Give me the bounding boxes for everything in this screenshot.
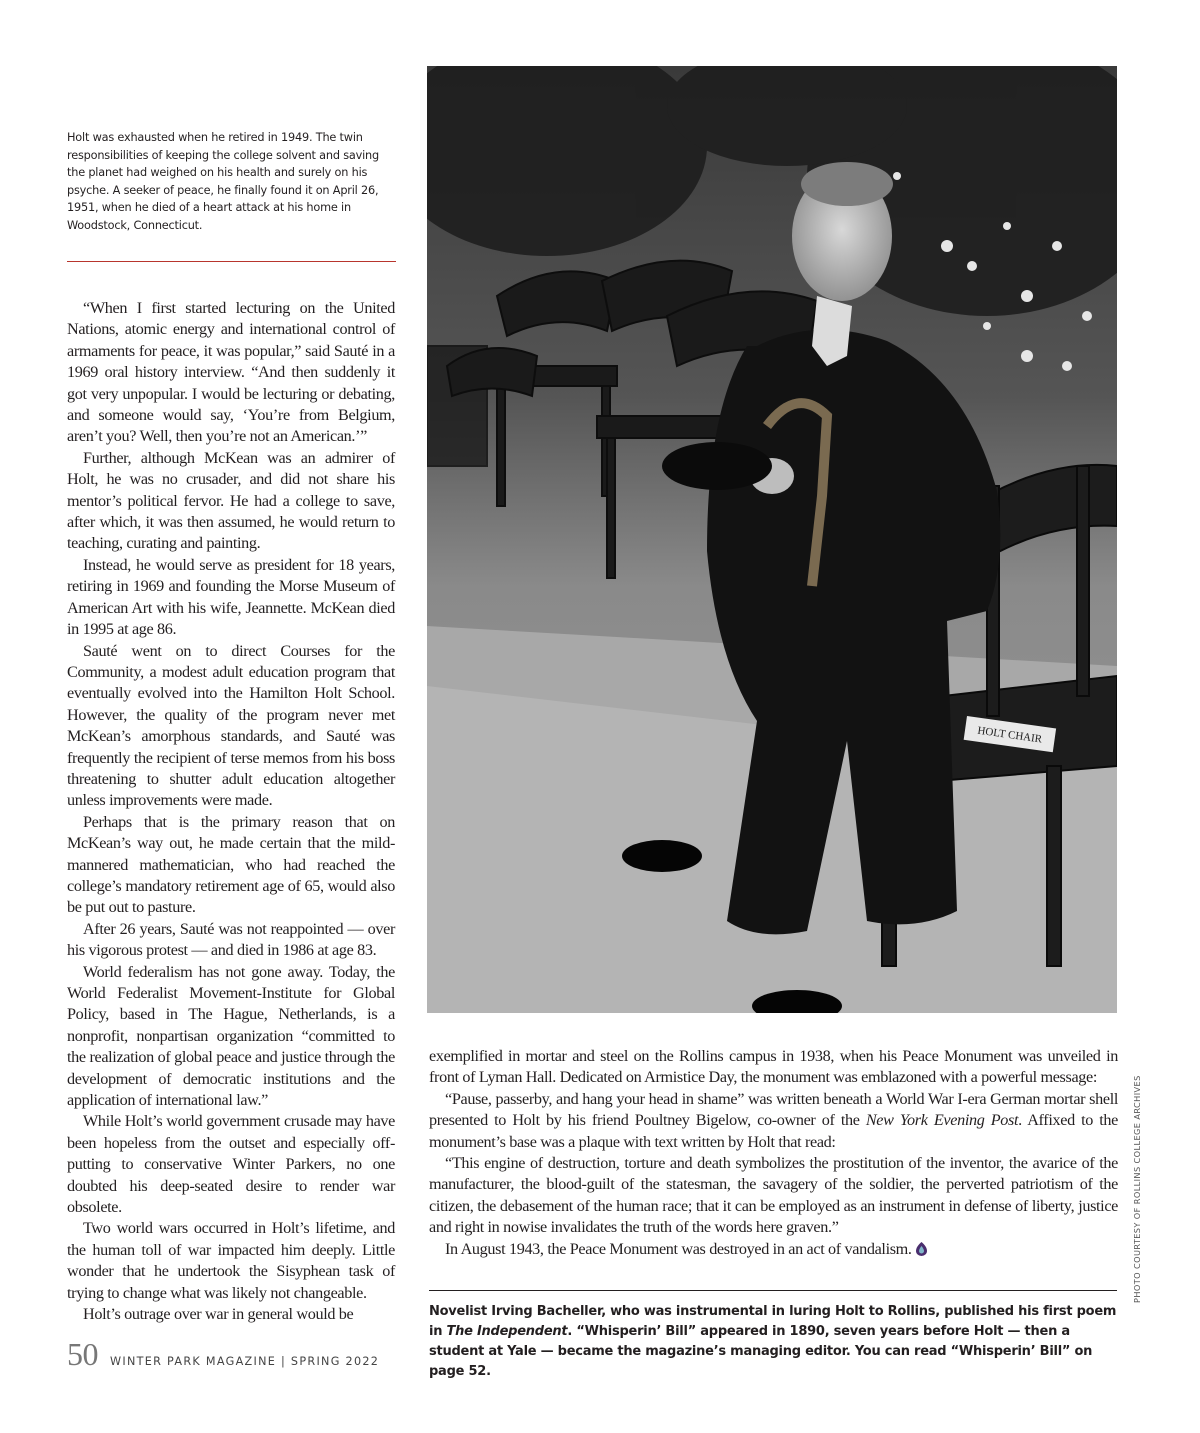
article-paragraph [429, 1089, 1118, 1153]
article-paragraph: Instead, he would serve as president for 18 years, retiring in 1969 and founding the Morse Museum of American Art with his wife, Jeannette. McKean died in 1995 at age 86. [67, 555, 395, 639]
page-number: 50 [67, 1336, 98, 1372]
quote-text: “Pause, passerby, and hang your head in shame” was written beneath a World War I-era German mortar shell presented to Holt by his friend Poultney Bigelow, co-owner of the [429, 1089, 1118, 1130]
photo-caption [429, 1302, 1119, 1382]
side-caption: Holt was exhausted when he retired in 1949. The twin responsibilities of keeping the college solvent and saving the planet had weighed on his health and surely on his psyche. A seeker of peace, he finally found it on April 26, 1951, when he died of a heart attack at his home in Woodstock, Connecticut. [67, 131, 379, 232]
article-paragraph: After 26 years, Sauté was not reappointed — over his vigorous protest — and died in 1986 at age 83. [67, 919, 395, 960]
photo-credit: PHOTO COURTESY OF ROLLINS COLLEGE ARCHIVES [1132, 1075, 1142, 1303]
chair-sign-text: HOLT CHAIR [976, 724, 1043, 746]
newspaper-title: New York Evening Post [865, 1111, 1019, 1130]
caption-divider [67, 261, 396, 262]
article-paragraph: World federalism has not gone away. Today, the World Federalist Movement-Institute for Global Policy, based in The Hague, Netherlands, is a nonprofit, nonpartisan organization “committed to the realization of global peace and justice through the development of democratic institutions and the application of international law.” [67, 962, 395, 1110]
article-paragraph-continued: exemplified in mortar and steel on the Rollins campus in 1938, when his Peace Monument was unveiled in front of Lyman Hall. Dedicated on Armistice Day, the monument was emblazoned with a powerful message: [429, 1047, 1118, 1087]
left-article-column [67, 298, 395, 1326]
article-paragraph: Further, although McKean was an admirer of Holt, he was no crusader, and did not share his mentor’s political fervor. He had a college to save, after which, it was then assumed, he would return to teaching, curating and painting. [67, 448, 395, 553]
magazine-title: The Independent [446, 1324, 568, 1339]
article-paragraph: While Holt’s world government crusade may have been hopeless from the outset and especially off-putting to conservative Winter Parkers, no one doubted his deep-seated desire to render war obsolete. [67, 1112, 395, 1217]
article-paragraph: Sauté went on to direct Courses for the Community, a modest adult education program that eventually evolved into the Hamilton Holt School. However, the quality of the program never met McKean’s amorphous standards, and Sauté was frequently the recipient of terse memos from his boss threatening to shutter adult education altogether unless improvements were made. [67, 641, 395, 810]
quote-text: . Affixed to the monument’s base was a plaque with text written by Holt that read: [429, 1111, 1119, 1151]
article-paragraph: “When I first started lecturing on the United Nations, atomic energy and international control of armaments for peace, it was popular,” said Sauté in a 1969 oral history interview. “And then suddenly it got very unpopular. I would be lecturing or debating, and someone would say, ‘You’re from Belgium, aren’t you? Well, then you’re not an American.’” [67, 299, 395, 446]
article-paragraph: Holt’s outrage over war in general would be [83, 1305, 354, 1324]
article-paragraph: Perhaps that is the primary reason that on McKean’s way out, he made certain that the mild-mannered mathematician, who had reached the college’s mandatory retirement age of 65, would also be put out to pasture. [67, 812, 395, 917]
archival-photo-holt-seated [427, 66, 1117, 1013]
article-paragraph: Two world wars occurred in Holt’s lifetime, and the human toll of war impacted him deeply. Little wonder that he undertook the Sisyphean task of trying to change what was likely not changeable. [67, 1219, 395, 1302]
page-footer [67, 1336, 379, 1373]
bottom-article-column [429, 1046, 1118, 1260]
publication-name: WINTER PARK MAGAZINE | SPRING 2022 [110, 1355, 380, 1368]
caption-text: . “Whisperin’ Bill” appeared in 1890, seven years before Holt — then a student at Yale — became the magazine’s managing editor. You can read “Whisperin’ Bill” on page 52. [429, 1324, 1093, 1379]
article-paragraph [429, 1239, 1118, 1260]
story-end-icon [916, 1242, 927, 1256]
caption-text: Novelist Irving Bacheller, who was instrumental in luring Holt to Rollins, published his first poem in [429, 1304, 1117, 1339]
closing-sentence: In August 1943, the Peace Monument was destroyed in an act of vandalism. [445, 1239, 912, 1258]
caption-top-rule [429, 1290, 1117, 1291]
article-paragraph: “This engine of destruction, torture and death symbolizes the prostitution of the inventor, the avarice of the manufacturer, the blood-guilt of the statesman, the savagery of the soldier, the perverted patriotism of the citizen, the debasement of the human race; that it can be employed as an instrument in defense of liberty, justice and right in nowise invalidates the truth of the words here graven.” [429, 1154, 1118, 1237]
